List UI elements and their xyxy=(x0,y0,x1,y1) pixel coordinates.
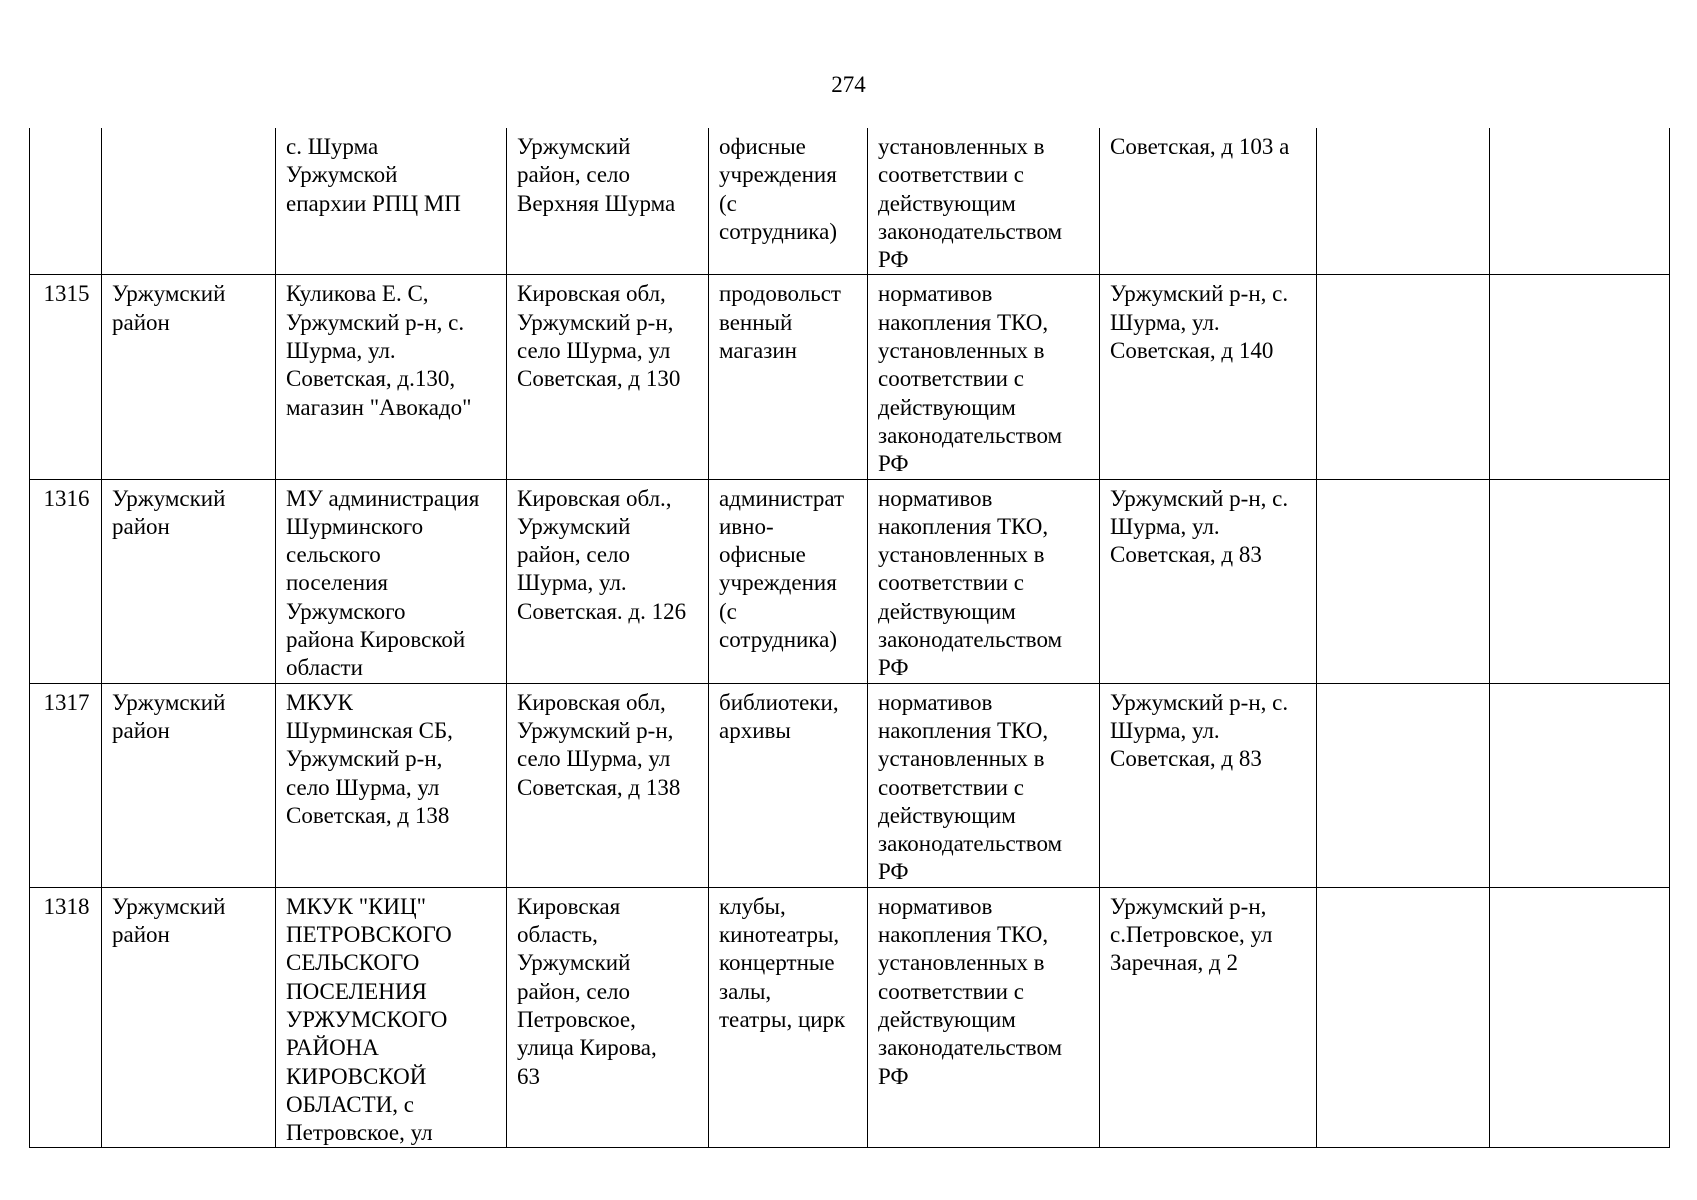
address-cell: Кировская область, Уржумский район, село Петровское, улица Кирова, 63 xyxy=(507,887,709,1148)
row-number-cell: 1317 xyxy=(30,683,102,887)
organization-cell: МКУК "КИЦ" ПЕТРОВСКОГО СЕЛЬСКОГО ПОСЕЛЕНИЯ УРЖУМСКОГО РАЙОНА КИРОВСКОЙ ОБЛАСТИ, с Петровское, ул xyxy=(276,887,507,1148)
organization-cell: Куликова Е. С, Уржумский р-н, с. Шурма, ул. Советская, д.130, магазин "Авокадо" xyxy=(276,275,507,479)
organization-cell: МУ администрация Шурминского сельского поселения Уржумского района Кировской области xyxy=(276,479,507,683)
empty-cell xyxy=(1490,128,1670,275)
empty-cell xyxy=(1317,479,1490,683)
empty-cell xyxy=(1490,479,1670,683)
norm-cell: нормативов накопления ТКО, установленных в соответствии с действующим законодательством РФ xyxy=(868,683,1100,887)
empty-cell xyxy=(1317,683,1490,887)
category-cell: библиотеки, архивы xyxy=(709,683,868,887)
page-number: 274 xyxy=(831,72,866,97)
table-row xyxy=(30,128,1670,275)
address-cell: Уржумский район, село Верхняя Шурма xyxy=(507,128,709,275)
category-cell: клубы, кинотеатры, концертные залы, театры, цирк xyxy=(709,887,868,1148)
row-number-cell: 1318 xyxy=(30,887,102,1148)
registry-table xyxy=(29,128,1670,1148)
empty-cell xyxy=(1490,275,1670,479)
category-cell: офисные учреждения (с сотрудника) xyxy=(709,128,868,275)
norm-cell: нормативов накопления ТКО, установленных в соответствии с действующим законодательством РФ xyxy=(868,275,1100,479)
district-cell: Уржумский район xyxy=(102,479,276,683)
site-location-cell: Уржумский р-н, с.Петровское, ул Заречная, д 2 xyxy=(1100,887,1317,1148)
table-row xyxy=(30,479,1670,683)
table-row xyxy=(30,683,1670,887)
address-cell: Кировская обл, Уржумский р-н, село Шурма, ул Советская, д 130 xyxy=(507,275,709,479)
norm-cell: нормативов накопления ТКО, установленных в соответствии с действующим законодательством РФ xyxy=(868,479,1100,683)
district-cell: Уржумский район xyxy=(102,683,276,887)
district-cell xyxy=(102,128,276,275)
empty-cell xyxy=(1317,275,1490,479)
row-number-cell xyxy=(30,128,102,275)
table-row xyxy=(30,887,1670,1148)
address-cell: Кировская обл, Уржумский р-н, село Шурма, ул Советская, д 138 xyxy=(507,683,709,887)
empty-cell xyxy=(1490,683,1670,887)
category-cell: администрат ивно- офисные учреждения (с сотрудника) xyxy=(709,479,868,683)
site-location-cell: Советская, д 103 а xyxy=(1100,128,1317,275)
norm-cell: установленных в соответствии с действующим законодательством РФ xyxy=(868,128,1100,275)
empty-cell xyxy=(1317,887,1490,1148)
address-cell: Кировская обл., Уржумский район, село Шурма, ул. Советская. д. 126 xyxy=(507,479,709,683)
site-location-cell: Уржумский р-н, с. Шурма, ул. Советская, д 83 xyxy=(1100,479,1317,683)
district-cell: Уржумский район xyxy=(102,887,276,1148)
organization-cell: МКУК Шурминская СБ, Уржумский р-н, село Шурма, ул Советская, д 138 xyxy=(276,683,507,887)
empty-cell xyxy=(1317,128,1490,275)
site-location-cell: Уржумский р-н, с. Шурма, ул. Советская, д 83 xyxy=(1100,683,1317,887)
row-number-cell: 1316 xyxy=(30,479,102,683)
district-cell: Уржумский район xyxy=(102,275,276,479)
site-location-cell: Уржумский р-н, с. Шурма, ул. Советская, д 140 xyxy=(1100,275,1317,479)
table-row xyxy=(30,275,1670,479)
category-cell: продовольст венный магазин xyxy=(709,275,868,479)
empty-cell xyxy=(1490,887,1670,1148)
organization-cell: с. Шурма Уржумской епархии РПЦ МП xyxy=(276,128,507,275)
norm-cell: нормативов накопления ТКО, установленных в соответствии с действующим законодательством РФ xyxy=(868,887,1100,1148)
row-number-cell: 1315 xyxy=(30,275,102,479)
